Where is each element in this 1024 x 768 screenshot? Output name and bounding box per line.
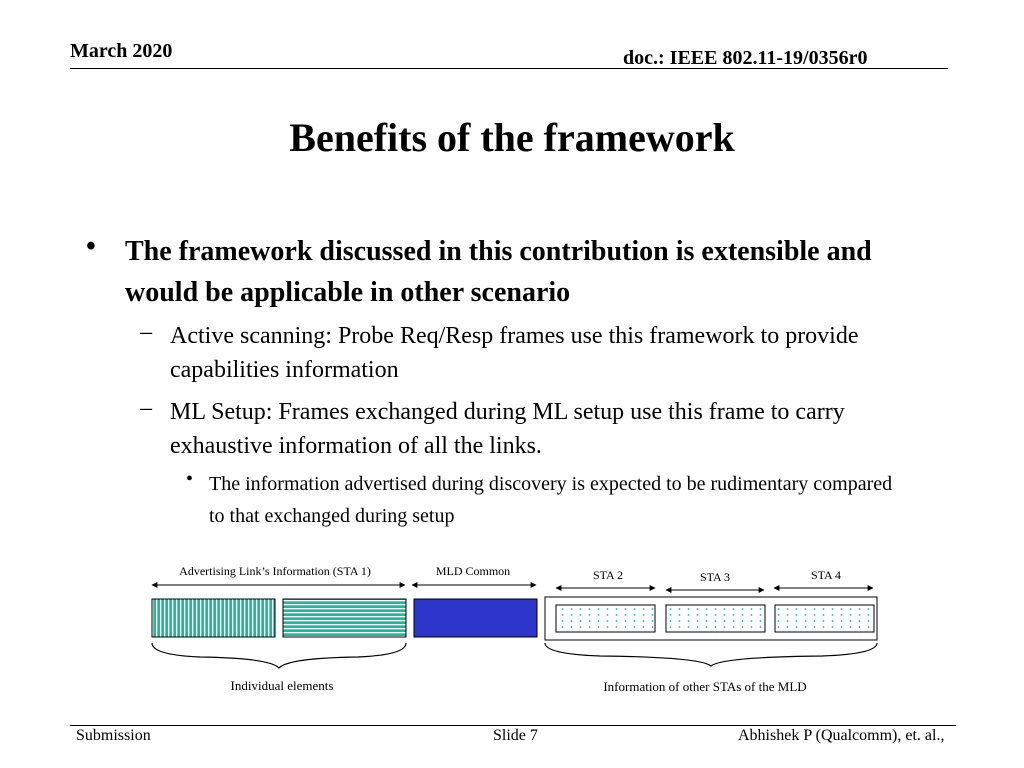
sub-bullet-active-scanning: Active scanning: Probe Req/Resp frames use this framework to provide capabilities information: [170, 323, 859, 383]
advertising-link-label: Advertising Link’s Information (STA 1): [179, 564, 371, 578]
sta2-label: STA 2: [592, 568, 624, 582]
subsub-bullet-discovery: The information advertised during discovery is expected to be rudimentary compared to that exchanged during setup: [209, 473, 893, 527]
individual-elements-brace: [152, 643, 406, 668]
sta3-label: STA 3: [699, 570, 731, 584]
other-stas-brace: [545, 643, 877, 666]
sta1-field-a: [152, 599, 275, 637]
sta4-label: STA 4: [810, 568, 842, 582]
footer-author: Abhishek P (Qualcomm), et. al.,: [738, 727, 945, 744]
sta1-field-b: [283, 599, 406, 637]
slide-title: Benefits of the framework: [289, 115, 735, 160]
sub-bullet-marker: –: [140, 395, 152, 421]
main-bullet: The framework discussed in this contribution is extensible and would be applicable in other scenario: [125, 236, 872, 308]
header-doc-id: doc.: IEEE 802.11-19/0356r0: [623, 47, 868, 69]
subsub-bullet-marker: •: [186, 468, 194, 490]
footer-rule: [70, 725, 956, 726]
sta3-field: [666, 605, 765, 632]
mld-common-label: MLD Common: [435, 564, 511, 578]
footer-slide-number: Slide 7: [493, 727, 538, 744]
sub-bullet-marker: –: [140, 319, 152, 345]
other-stas-info-label: Information of other STAs of the MLD: [603, 679, 807, 694]
mld-common-field: [414, 599, 537, 637]
footer-submission: Submission: [76, 727, 151, 744]
header-date: March 2020: [70, 40, 173, 62]
sub-bullet-ml-setup: ML Setup: Frames exchanged during ML setup use this frame to carry exhaustive information of all the links.: [170, 399, 845, 459]
bullet-marker: •: [86, 231, 96, 262]
sta2-field: [556, 605, 655, 632]
sta4-field: [775, 605, 874, 632]
individual-elements-label: Individual elements: [230, 678, 334, 693]
